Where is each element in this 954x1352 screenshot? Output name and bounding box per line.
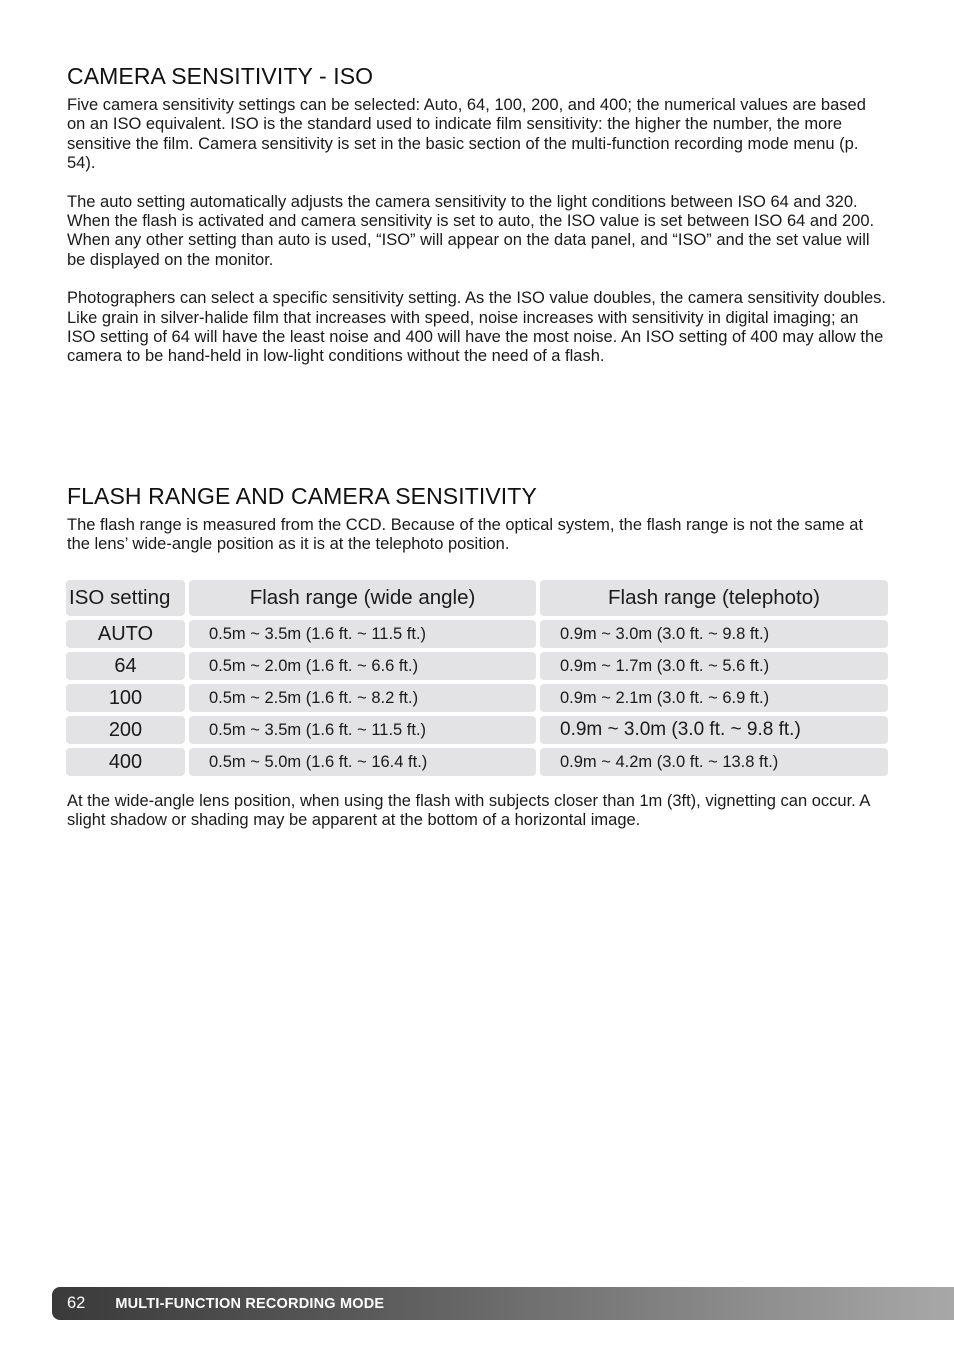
wide-angle-cell: 0.5m ~ 2.0m (1.6 ft. ~ 6.6 ft.) bbox=[189, 652, 536, 680]
iso-cell: 64 bbox=[66, 652, 185, 680]
telephoto-cell: 0.9m ~ 3.0m (3.0 ft. ~ 9.8 ft.) bbox=[540, 716, 888, 744]
table-row bbox=[66, 748, 888, 776]
wide-angle-cell: 0.5m ~ 5.0m (1.6 ft. ~ 16.4 ft.) bbox=[189, 748, 536, 776]
paragraph-vignetting-note: At the wide-angle lens position, when using the flash with subjects closer than 1m (3ft), vignetting can occur. A slight shadow or shading may be apparent at the bottom of a horizontal image. bbox=[67, 792, 870, 830]
wide-angle-cell: 0.5m ~ 2.5m (1.6 ft. ~ 8.2 ft.) bbox=[189, 684, 536, 712]
wide-angle-cell: 0.5m ~ 3.5m (1.6 ft. ~ 11.5 ft.) bbox=[189, 716, 536, 744]
paragraph-iso-auto: The auto setting automatically adjusts the camera sensitivity to the light conditions between ISO 64 and 320. When the flash is activated and camera sensitivity is set to auto, the ISO value is set between ISO 64 and 200. When any other setting than auto is used, “ISO” will appear on the data panel, and “ISO” and the set value will be displayed on the monitor. bbox=[67, 192, 875, 269]
telephoto-cell: 0.9m ~ 4.2m (3.0 ft. ~ 13.8 ft.) bbox=[540, 748, 888, 776]
iso-cell: 200 bbox=[66, 716, 185, 744]
section-heading-flash-range: FLASH RANGE AND CAMERA SENSITIVITY bbox=[67, 483, 537, 509]
table-row bbox=[66, 716, 888, 744]
table-row bbox=[66, 684, 888, 712]
telephoto-cell: 0.9m ~ 2.1m (3.0 ft. ~ 6.9 ft.) bbox=[540, 684, 888, 712]
header-iso-setting: ISO setting bbox=[66, 580, 185, 616]
section-heading-iso: CAMERA SENSITIVITY - ISO bbox=[67, 63, 374, 89]
table-header-row bbox=[66, 580, 888, 616]
table-row bbox=[66, 652, 888, 680]
telephoto-cell: 0.9m ~ 3.0m (3.0 ft. ~ 9.8 ft.) bbox=[540, 620, 888, 648]
footer-section-title: MULTI-FUNCTION RECORDING MODE bbox=[115, 1295, 385, 1312]
section-camera-sensitivity bbox=[67, 62, 887, 367]
section-flash-range bbox=[67, 482, 887, 555]
paragraph-flash-range: The flash range is measured from the CCD. Because of the optical system, the flash range is not the same at the lens’ wide-angle position as it is at the telephoto position. bbox=[67, 516, 864, 554]
paragraph-iso-noise: Photographers can select a specific sensitivity setting. As the ISO value doubles, the camera sensitivity doubles. Like grain in silver-halide film that increases with speed, noise increases with sensitivity in digital imaging; an ISO setting of 64 will have the least noise and 400 will have the most noise. An ISO setting of 400 may allow the camera to be hand-held in low-light conditions without the need of a flash. bbox=[67, 289, 887, 366]
flash-range-table bbox=[66, 580, 888, 780]
header-wide-angle: Flash range (wide angle) bbox=[189, 580, 536, 616]
page-footer bbox=[52, 1287, 954, 1320]
iso-cell: 100 bbox=[66, 684, 185, 712]
iso-cell: 400 bbox=[66, 748, 185, 776]
iso-cell: AUTO bbox=[66, 620, 185, 648]
page-number: 62 bbox=[67, 1294, 86, 1312]
paragraph-iso-intro: Five camera sensitivity settings can be selected: Auto, 64, 100, 200, and 400; the numerical values are based on an ISO equivalent. ISO is the standard used to indicate film sensitivity: the higher the number, the more sensitive the film. Camera sensitivity is set in the basic section of the multi-function recording mode menu (p. 54). bbox=[67, 96, 866, 173]
wide-angle-cell: 0.5m ~ 3.5m (1.6 ft. ~ 11.5 ft.) bbox=[189, 620, 536, 648]
table-row bbox=[66, 620, 888, 648]
telephoto-cell: 0.9m ~ 1.7m (3.0 ft. ~ 5.6 ft.) bbox=[540, 652, 888, 680]
header-telephoto: Flash range (telephoto) bbox=[540, 580, 888, 616]
